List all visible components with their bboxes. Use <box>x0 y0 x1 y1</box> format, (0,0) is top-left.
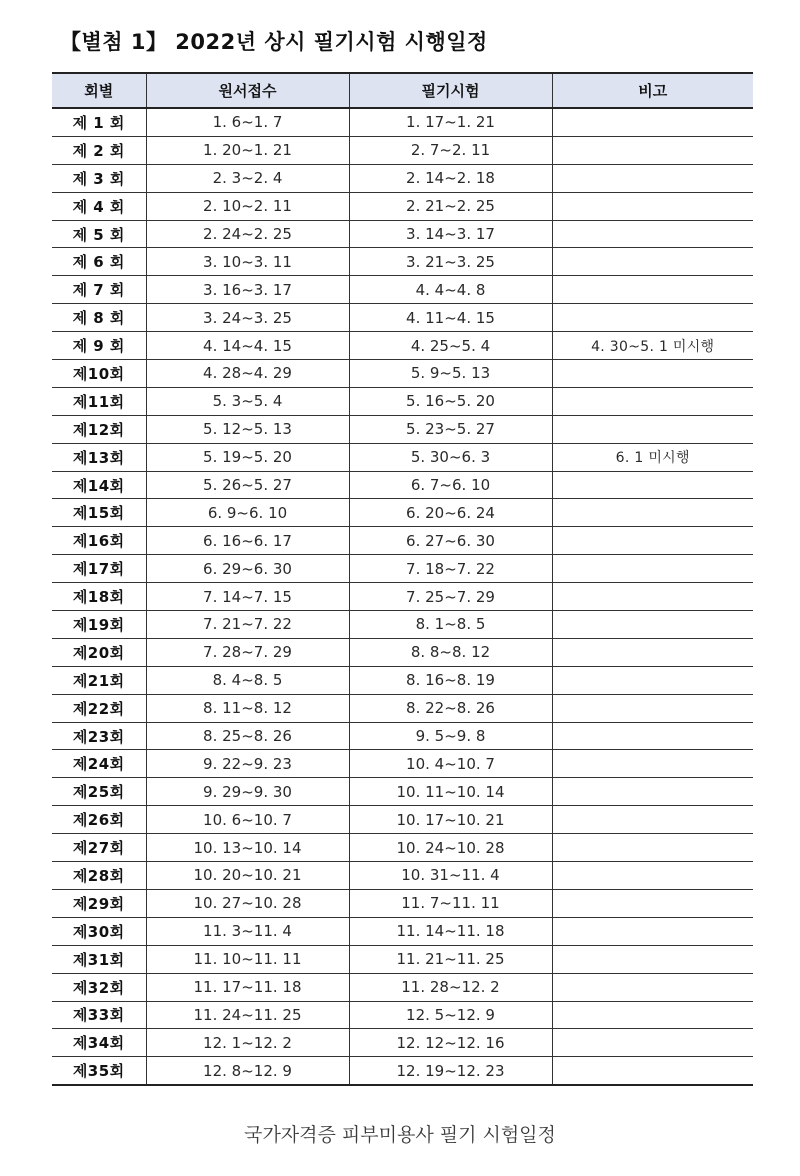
note-cell <box>552 583 753 611</box>
application-date-cell: 7. 28~7. 29 <box>146 638 349 666</box>
application-date-cell: 8. 25~8. 26 <box>146 722 349 750</box>
table-row <box>52 750 753 778</box>
exam-date-cell: 3. 14~3. 17 <box>349 220 552 248</box>
round-cell: 제23회 <box>52 722 146 750</box>
exam-date-cell: 6. 20~6. 24 <box>349 499 552 527</box>
exam-date-cell: 12. 12~12. 16 <box>349 1029 552 1057</box>
round-cell: 제29회 <box>52 889 146 917</box>
note-cell <box>552 471 753 499</box>
exam-date-cell: 3. 21~3. 25 <box>349 248 552 276</box>
round-cell: 제12회 <box>52 415 146 443</box>
application-date-cell: 2. 10~2. 11 <box>146 192 349 220</box>
round-cell: 제20회 <box>52 638 146 666</box>
round-cell: 제 8 회 <box>52 304 146 332</box>
note-cell <box>552 360 753 388</box>
exam-date-cell: 8. 8~8. 12 <box>349 638 552 666</box>
note-cell <box>552 638 753 666</box>
round-cell: 제27회 <box>52 834 146 862</box>
round-cell: 제 6 회 <box>52 248 146 276</box>
table-row <box>52 638 753 666</box>
note-cell <box>552 248 753 276</box>
application-date-cell: 5. 26~5. 27 <box>146 471 349 499</box>
table-row <box>52 694 753 722</box>
application-date-cell: 10. 6~10. 7 <box>146 806 349 834</box>
exam-date-cell: 12. 19~12. 23 <box>349 1057 552 1085</box>
application-date-cell: 10. 27~10. 28 <box>146 889 349 917</box>
note-cell <box>552 108 753 136</box>
note-cell <box>552 555 753 583</box>
table-row <box>52 1057 753 1085</box>
application-date-cell: 4. 14~4. 15 <box>146 332 349 360</box>
note-cell <box>552 304 753 332</box>
note-cell <box>552 164 753 192</box>
exam-date-cell: 9. 5~9. 8 <box>349 722 552 750</box>
application-date-cell: 11. 24~11. 25 <box>146 1001 349 1029</box>
round-cell: 제 1 회 <box>52 108 146 136</box>
header-application: 원서접수 <box>146 73 349 108</box>
exam-date-cell: 11. 7~11. 11 <box>349 889 552 917</box>
table-row <box>52 387 753 415</box>
round-cell: 제14회 <box>52 471 146 499</box>
exam-date-cell: 7. 25~7. 29 <box>349 583 552 611</box>
exam-date-cell: 1. 17~1. 21 <box>349 108 552 136</box>
note-cell <box>552 750 753 778</box>
note-cell <box>552 862 753 890</box>
application-date-cell: 2. 3~2. 4 <box>146 164 349 192</box>
exam-date-cell: 7. 18~7. 22 <box>349 555 552 583</box>
round-cell: 제18회 <box>52 583 146 611</box>
round-cell: 제17회 <box>52 555 146 583</box>
exam-date-cell: 10. 31~11. 4 <box>349 862 552 890</box>
table-row <box>52 1001 753 1029</box>
application-date-cell: 2. 24~2. 25 <box>146 220 349 248</box>
round-cell: 제19회 <box>52 611 146 639</box>
round-cell: 제35회 <box>52 1057 146 1085</box>
exam-date-cell: 10. 11~10. 14 <box>349 778 552 806</box>
table-row <box>52 945 753 973</box>
round-cell: 제32회 <box>52 973 146 1001</box>
application-date-cell: 9. 29~9. 30 <box>146 778 349 806</box>
note-cell <box>552 694 753 722</box>
round-cell: 제10회 <box>52 360 146 388</box>
round-cell: 제22회 <box>52 694 146 722</box>
table-row <box>52 248 753 276</box>
note-cell <box>552 415 753 443</box>
note-cell <box>552 527 753 555</box>
round-cell: 제30회 <box>52 917 146 945</box>
table-row <box>52 806 753 834</box>
note-cell <box>552 1001 753 1029</box>
note-cell <box>552 611 753 639</box>
table-row <box>52 527 753 555</box>
table-row <box>52 136 753 164</box>
round-cell: 제26회 <box>52 806 146 834</box>
table-row <box>52 220 753 248</box>
application-date-cell: 11. 10~11. 11 <box>146 945 349 973</box>
round-cell: 제16회 <box>52 527 146 555</box>
round-cell: 제13회 <box>52 443 146 471</box>
table-row <box>52 666 753 694</box>
note-cell <box>552 136 753 164</box>
round-cell: 제 7 회 <box>52 276 146 304</box>
application-date-cell: 7. 14~7. 15 <box>146 583 349 611</box>
note-cell <box>552 499 753 527</box>
exam-date-cell: 2. 7~2. 11 <box>349 136 552 164</box>
round-cell: 제 3 회 <box>52 164 146 192</box>
application-date-cell: 5. 12~5. 13 <box>146 415 349 443</box>
round-cell: 제21회 <box>52 666 146 694</box>
application-date-cell: 3. 24~3. 25 <box>146 304 349 332</box>
application-date-cell: 9. 22~9. 23 <box>146 750 349 778</box>
exam-date-cell: 5. 23~5. 27 <box>349 415 552 443</box>
note-cell <box>552 778 753 806</box>
table-row <box>52 443 753 471</box>
table-header <box>52 73 753 108</box>
table-row <box>52 304 753 332</box>
table-row <box>52 834 753 862</box>
application-date-cell: 11. 3~11. 4 <box>146 917 349 945</box>
exam-date-cell: 6. 27~6. 30 <box>349 527 552 555</box>
exam-date-cell: 5. 16~5. 20 <box>349 387 552 415</box>
exam-date-cell: 8. 1~8. 5 <box>349 611 552 639</box>
header-row <box>52 73 753 108</box>
exam-date-cell: 2. 21~2. 25 <box>349 192 552 220</box>
note-cell <box>552 917 753 945</box>
note-cell <box>552 666 753 694</box>
application-date-cell: 5. 3~5. 4 <box>146 387 349 415</box>
note-cell <box>552 889 753 917</box>
document-title: 【별첨 1】 2022년 상시 필기시험 시행일정 <box>60 30 488 54</box>
table-row <box>52 722 753 750</box>
application-date-cell: 4. 28~4. 29 <box>146 360 349 388</box>
table-row <box>52 360 753 388</box>
round-cell: 제33회 <box>52 1001 146 1029</box>
exam-date-cell: 4. 4~4. 8 <box>349 276 552 304</box>
round-cell: 제28회 <box>52 862 146 890</box>
image-caption: 국가자격증 피부미용사 필기 시험일정 <box>244 1124 556 1146</box>
header-exam: 필기시험 <box>349 73 552 108</box>
exam-date-cell: 6. 7~6. 10 <box>349 471 552 499</box>
exam-date-cell: 5. 30~6. 3 <box>349 443 552 471</box>
exam-date-cell: 10. 4~10. 7 <box>349 750 552 778</box>
round-cell: 제24회 <box>52 750 146 778</box>
round-cell: 제15회 <box>52 499 146 527</box>
exam-date-cell: 11. 14~11. 18 <box>349 917 552 945</box>
table-row <box>52 1029 753 1057</box>
application-date-cell: 1. 20~1. 21 <box>146 136 349 164</box>
application-date-cell: 8. 4~8. 5 <box>146 666 349 694</box>
note-cell <box>552 1029 753 1057</box>
table-row <box>52 471 753 499</box>
round-cell: 제 5 회 <box>52 220 146 248</box>
table-row <box>52 778 753 806</box>
application-date-cell: 12. 1~12. 2 <box>146 1029 349 1057</box>
note-cell <box>552 387 753 415</box>
application-date-cell: 10. 13~10. 14 <box>146 834 349 862</box>
table-row <box>52 889 753 917</box>
exam-date-cell: 8. 16~8. 19 <box>349 666 552 694</box>
exam-date-cell: 11. 21~11. 25 <box>349 945 552 973</box>
exam-date-cell: 4. 25~5. 4 <box>349 332 552 360</box>
table-row <box>52 555 753 583</box>
application-date-cell: 6. 29~6. 30 <box>146 555 349 583</box>
round-cell: 제 4 회 <box>52 192 146 220</box>
application-date-cell: 11. 17~11. 18 <box>146 973 349 1001</box>
exam-date-cell: 2. 14~2. 18 <box>349 164 552 192</box>
application-date-cell: 6. 16~6. 17 <box>146 527 349 555</box>
table-row <box>52 276 753 304</box>
application-date-cell: 12. 8~12. 9 <box>146 1057 349 1085</box>
table-row <box>52 862 753 890</box>
table-row <box>52 917 753 945</box>
round-cell: 제 2 회 <box>52 136 146 164</box>
note-cell <box>552 945 753 973</box>
table-row <box>52 332 753 360</box>
application-date-cell: 3. 10~3. 11 <box>146 248 349 276</box>
note-cell <box>552 722 753 750</box>
exam-date-cell: 10. 17~10. 21 <box>349 806 552 834</box>
exam-date-cell: 12. 5~12. 9 <box>349 1001 552 1029</box>
header-round: 회별 <box>52 73 146 108</box>
table-row <box>52 415 753 443</box>
exam-date-cell: 8. 22~8. 26 <box>349 694 552 722</box>
table-row <box>52 583 753 611</box>
application-date-cell: 10. 20~10. 21 <box>146 862 349 890</box>
table-row <box>52 499 753 527</box>
round-cell: 제34회 <box>52 1029 146 1057</box>
application-date-cell: 8. 11~8. 12 <box>146 694 349 722</box>
note-cell <box>552 192 753 220</box>
table-row <box>52 108 753 136</box>
application-date-cell: 1. 6~1. 7 <box>146 108 349 136</box>
round-cell: 제25회 <box>52 778 146 806</box>
table-row <box>52 973 753 1001</box>
exam-schedule-table <box>52 72 753 1086</box>
header-note: 비고 <box>552 73 753 108</box>
note-cell <box>552 806 753 834</box>
note-cell <box>552 1057 753 1085</box>
note-cell: 4. 30~5. 1 미시행 <box>552 332 753 360</box>
note-cell <box>552 276 753 304</box>
exam-date-cell: 10. 24~10. 28 <box>349 834 552 862</box>
round-cell: 제 9 회 <box>52 332 146 360</box>
table-row <box>52 611 753 639</box>
table-row <box>52 164 753 192</box>
exam-date-cell: 4. 11~4. 15 <box>349 304 552 332</box>
round-cell: 제11회 <box>52 387 146 415</box>
application-date-cell: 7. 21~7. 22 <box>146 611 349 639</box>
application-date-cell: 6. 9~6. 10 <box>146 499 349 527</box>
round-cell: 제31회 <box>52 945 146 973</box>
application-date-cell: 3. 16~3. 17 <box>146 276 349 304</box>
note-cell <box>552 834 753 862</box>
application-date-cell: 5. 19~5. 20 <box>146 443 349 471</box>
exam-date-cell: 5. 9~5. 13 <box>349 360 552 388</box>
exam-date-cell: 11. 28~12. 2 <box>349 973 552 1001</box>
note-cell <box>552 220 753 248</box>
note-cell <box>552 973 753 1001</box>
table-row <box>52 192 753 220</box>
table-body <box>52 108 753 1085</box>
note-cell: 6. 1 미시행 <box>552 443 753 471</box>
